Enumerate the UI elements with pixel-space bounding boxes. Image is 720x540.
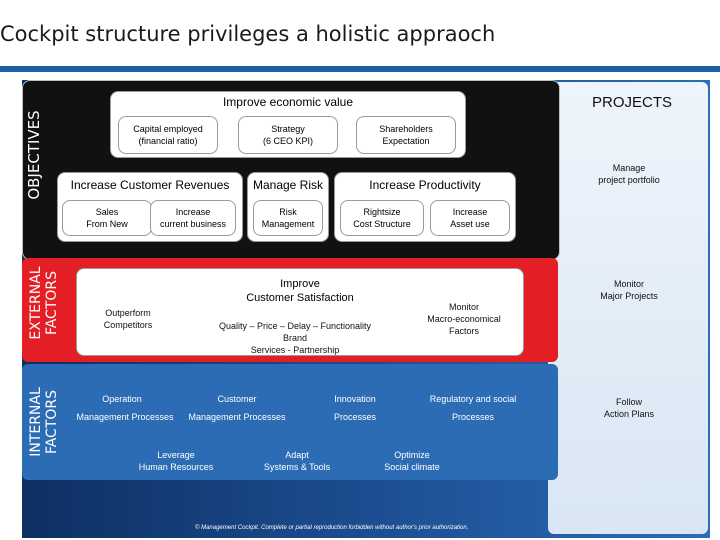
monitor-macro-line1: Monitor [448, 302, 479, 312]
strategy-box [238, 116, 338, 154]
customer-processes-text: Management Processes [188, 412, 286, 422]
innovation-text: Innovation [334, 394, 376, 404]
leverage-line2: Human Resources [138, 462, 214, 472]
sales-line2: From New [86, 219, 128, 229]
rightsize-box [340, 200, 424, 236]
regulatory-processes-text: Processes [451, 412, 495, 422]
sales-from-new-box [62, 200, 152, 236]
projects-column [548, 82, 708, 534]
improve-economic-value-header: Improve economic value [222, 95, 354, 109]
copyright-footer: © Management Cockpit. Complete or partial reproduction forbidden without author's prior authorization. [195, 525, 469, 531]
manage-portfolio-line2: project portfolio [598, 175, 660, 185]
adapt-line2: Systems & Tools [263, 462, 331, 472]
customer-revenues-header: Increase Customer Revenues [70, 178, 230, 192]
capital-employed-box [118, 116, 218, 154]
optimize-text [372, 449, 452, 473]
outperform-line1: Outperform [105, 308, 151, 318]
increase-business-line2: current business [159, 219, 227, 229]
follow-plans-text [548, 396, 710, 420]
outperform-text [90, 307, 166, 331]
risk-line1: Risk [279, 207, 297, 217]
manage-portfolio-text [548, 162, 710, 186]
asset-use-box [430, 200, 510, 236]
increase-current-business-box [150, 200, 236, 236]
strategy-line2: (6 CEO KPI) [262, 136, 313, 146]
increase-productivity-header: Increase Productivity [369, 178, 481, 192]
external-factors-label [28, 266, 60, 339]
quality-line1: Quality – Price – Delay – Functionality [218, 321, 372, 331]
follow-plans-line1: Follow [615, 397, 642, 407]
quality-line2: Brand [282, 333, 308, 343]
internal-label-line2: FACTORS [44, 389, 60, 455]
leverage-text [126, 449, 226, 473]
capital-employed-line1: Capital employed [133, 124, 203, 134]
external-label-line2: FACTORS [44, 270, 60, 336]
strategy-line1: Strategy [271, 124, 305, 134]
sales-line1: Sales [95, 207, 119, 217]
operation-processes-text: Management Processes [76, 412, 174, 422]
monitor-projects-line2: Major Projects [600, 291, 658, 301]
risk-management-box [253, 200, 323, 236]
quality-line3: Services - Partnership [250, 345, 340, 355]
leverage-line1: Leverage [157, 450, 195, 460]
capital-employed-line2: (financial ratio) [138, 136, 198, 146]
optimize-line1: Optimize [394, 450, 430, 460]
monitor-projects-line1: Monitor [613, 279, 644, 289]
asset-line1: Increase [452, 207, 488, 217]
outperform-line2: Competitors [103, 320, 153, 330]
shareholders-line1: Shareholders [379, 124, 433, 134]
manage-portfolio-line1: Manage [612, 163, 646, 173]
customer-text: Customer [217, 394, 257, 404]
follow-plans-line2: Action Plans [603, 409, 655, 419]
monitor-macro-text [414, 301, 514, 337]
customer-satisfaction-line2: Customer Satisfaction [246, 292, 354, 304]
objectives-label: OBJECTIVES [25, 110, 43, 200]
regulatory-text: Regulatory and social [429, 394, 517, 404]
shareholders-line2: Expectation [382, 136, 430, 146]
title-rule [0, 66, 720, 72]
monitor-macro-line3: Factors [448, 326, 479, 336]
manage-risk-header: Manage Risk [252, 178, 324, 192]
shareholders-box [356, 116, 456, 154]
operation-text: Operation [102, 394, 142, 404]
quality-text [190, 320, 400, 356]
external-label-line1: EXTERNAL [28, 266, 44, 340]
monitor-macro-line2: Macro-economical [427, 314, 501, 324]
adapt-text [252, 449, 342, 473]
adapt-line1: Adapt [285, 450, 309, 460]
increase-business-line1: Increase [175, 207, 211, 217]
projects-title: PROJECTS [591, 94, 672, 111]
risk-line2: Management [261, 219, 315, 229]
asset-line2: Asset use [450, 219, 490, 229]
internal-label-line1: INTERNAL [28, 387, 44, 457]
rightsize-line1: Rightsize [363, 207, 401, 217]
slide-title: Cockpit structure privileges a holistic appraoch [0, 22, 496, 46]
customer-satisfaction-line1: Improve [280, 278, 320, 290]
optimize-line2: Social climate [384, 462, 440, 472]
rightsize-line2: Cost Structure [353, 219, 411, 229]
internal-factors-label [28, 387, 60, 457]
innovation-processes-text: Processes [333, 412, 377, 422]
monitor-projects-text [548, 278, 710, 302]
